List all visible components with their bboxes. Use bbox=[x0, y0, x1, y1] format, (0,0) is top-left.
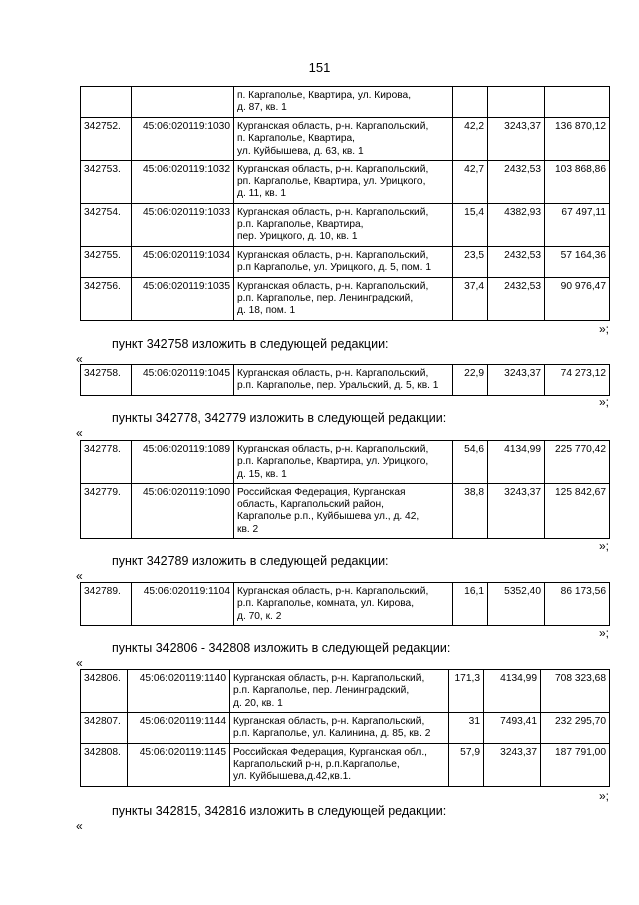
address-line: Курганская область, р-н. Каргапольский, bbox=[237, 121, 429, 132]
area-value: 22,9 bbox=[453, 365, 488, 396]
address-line: область, Каргапольский район, bbox=[237, 499, 384, 511]
row-number: 342755. bbox=[81, 246, 132, 277]
cadastral-value: 225 770,42 bbox=[545, 441, 610, 484]
cadastral-value: 67 497,11 bbox=[545, 203, 610, 246]
table-row bbox=[81, 246, 610, 277]
area-value: 42,7 bbox=[453, 160, 488, 203]
address bbox=[234, 441, 453, 484]
address-line: Курганская область, р-н. Каргапольский, bbox=[233, 673, 425, 684]
amendment-paragraph: пункт 342758 изложить в следующей редакции: bbox=[112, 337, 389, 351]
closing-quote: »; bbox=[598, 322, 609, 336]
address bbox=[234, 118, 453, 161]
address bbox=[230, 712, 449, 743]
cadastral-value: 90 976,47 bbox=[545, 277, 610, 320]
address-line: Курганская область, р-н. Каргапольский, bbox=[237, 368, 429, 379]
price-value: 4382,93 bbox=[488, 203, 545, 246]
area-value bbox=[453, 87, 488, 118]
address-line: пер. Урицкого, д. 10, кв. 1 bbox=[237, 231, 358, 243]
area-value: 57,9 bbox=[449, 743, 484, 786]
closing-quote: »; bbox=[598, 395, 609, 409]
cadastral-number: 45:06:020119:1089 bbox=[132, 441, 234, 484]
cadastral-value bbox=[545, 87, 610, 118]
address bbox=[234, 583, 453, 626]
address-line: р.п. Каргаполье, пер. Ленинградский, bbox=[233, 685, 410, 697]
address bbox=[234, 246, 453, 277]
price-value: 3243,37 bbox=[484, 743, 541, 786]
opening-quote: « bbox=[76, 352, 83, 366]
area-value: 23,5 bbox=[453, 246, 488, 277]
cadastral-number: 45:06:020119:1145 bbox=[128, 743, 230, 786]
row-number: 342808. bbox=[81, 743, 128, 786]
row-number: 342754. bbox=[81, 203, 132, 246]
price-value: 4134,99 bbox=[488, 441, 545, 484]
cadastral-number: 45:06:020119:1034 bbox=[132, 246, 234, 277]
row-number: 342807. bbox=[81, 712, 128, 743]
address-line: р.п. Каргаполье, Квартира, ул. Урицкого, bbox=[237, 456, 429, 468]
area-value: 37,4 bbox=[453, 277, 488, 320]
address-line: р.п. Каргаполье, ул. Калинина, д. 85, кв. 2 bbox=[233, 728, 431, 740]
address bbox=[234, 87, 453, 118]
opening-quote: « bbox=[76, 569, 83, 583]
address-line: Российская Федерация, Курганская обл., bbox=[233, 746, 427, 758]
cadastral-number: 45:06:020119:1045 bbox=[132, 365, 234, 396]
opening-quote: « bbox=[76, 426, 83, 440]
cadastral-number: 45:06:020119:1140 bbox=[128, 670, 230, 713]
area-value: 15,4 bbox=[453, 203, 488, 246]
row-number: 342779. bbox=[81, 483, 132, 538]
address bbox=[230, 670, 449, 713]
price-value: 3243,37 bbox=[488, 118, 545, 161]
address bbox=[234, 160, 453, 203]
address-line: Каргаполье р.п., Куйбышева ул., д. 42, bbox=[237, 511, 420, 523]
price-value: 2432,53 bbox=[488, 277, 545, 320]
page-number: 151 bbox=[308, 60, 331, 75]
price-value: 5352,40 bbox=[488, 583, 545, 626]
address-line: ул. Куйбышева,д.42,кв.1. bbox=[233, 771, 352, 783]
address-line: Курганская область, р-н. Каргапольский, bbox=[233, 715, 425, 727]
cadastral-value: 136 870,12 bbox=[545, 118, 610, 161]
price-value: 3243,37 bbox=[488, 483, 545, 538]
address-line: Курганская область, р-н. Каргапольский, bbox=[237, 163, 429, 175]
table-row bbox=[81, 483, 610, 538]
area-value: 171,3 bbox=[449, 670, 484, 713]
address-line: рп. Каргаполье, Квартира, ул. Урицкого, bbox=[237, 176, 426, 188]
address bbox=[234, 365, 453, 396]
cadastral-value: 187 791,00 bbox=[541, 743, 610, 786]
address bbox=[234, 203, 453, 246]
cadastral-number: 45:06:020119:1033 bbox=[132, 203, 234, 246]
cadastral-number: 45:06:020119:1032 bbox=[132, 160, 234, 203]
cadastral-number: 45:06:020119:1144 bbox=[128, 712, 230, 743]
price-value: 2432,53 bbox=[488, 246, 545, 277]
table-row bbox=[81, 583, 610, 626]
row-number: 342753. bbox=[81, 160, 132, 203]
table-row bbox=[81, 160, 610, 203]
table-row bbox=[81, 441, 610, 484]
area-value: 38,8 bbox=[453, 483, 488, 538]
address-line: п. Каргаполье, Квартира, bbox=[237, 133, 355, 145]
property-table-3 bbox=[80, 440, 610, 539]
table-row bbox=[81, 712, 610, 743]
address-line: р.п. Каргаполье, пер. Уральский, д. 5, кв. 1 bbox=[237, 380, 439, 392]
address bbox=[234, 277, 453, 320]
cadastral-value: 232 295,70 bbox=[541, 712, 610, 743]
address-line: р.п. Каргаполье, комната, ул. Кирова, bbox=[237, 598, 415, 610]
row-number: 342778. bbox=[81, 441, 132, 484]
price-value bbox=[488, 87, 545, 118]
cadastral-value: 103 868,86 bbox=[545, 160, 610, 203]
address-line: р.п. Каргаполье, пер. Ленинградский, bbox=[237, 292, 414, 304]
address-line: д. 87, кв. 1 bbox=[237, 102, 287, 114]
property-table-1 bbox=[80, 86, 610, 321]
address-line: ул. Куйбышева, д. 63, кв. 1 bbox=[237, 145, 364, 157]
address-line: Курганская область, р-н. Каргапольский, bbox=[237, 444, 429, 455]
row-number: 342756. bbox=[81, 277, 132, 320]
amendment-paragraph: пункты 342806 - 342808 изложить в следующей редакции: bbox=[112, 641, 451, 655]
table-row bbox=[81, 743, 610, 786]
address-line: р.п. Каргаполье, Квартира, bbox=[237, 219, 364, 231]
opening-quote: « bbox=[76, 819, 83, 833]
row-number bbox=[81, 87, 132, 118]
address-line: Курганская область, р-н. Каргапольский, bbox=[237, 249, 429, 261]
table-row bbox=[81, 87, 610, 118]
closing-quote: »; bbox=[598, 626, 609, 640]
address-line: д. 15, кв. 1 bbox=[237, 468, 287, 480]
address-line: Российская Федерация, Курганская bbox=[237, 486, 406, 498]
address-line: п. Каргаполье, Квартира, ул. Кирова, bbox=[237, 90, 412, 101]
closing-quote: »; bbox=[598, 539, 609, 553]
property-table-4 bbox=[80, 582, 610, 626]
price-value: 7493,41 bbox=[484, 712, 541, 743]
row-number: 342752. bbox=[81, 118, 132, 161]
closing-quote: »; bbox=[598, 789, 609, 803]
cadastral-value: 57 164,36 bbox=[545, 246, 610, 277]
address-line: Каргапольский р-н, р.п.Каргаполье, bbox=[233, 759, 400, 771]
address-line: д. 20, кв. 1 bbox=[233, 697, 283, 709]
amendment-paragraph: пункты 342778, 342779 изложить в следующей редакции: bbox=[112, 411, 447, 425]
area-value: 31 bbox=[449, 712, 484, 743]
address-line: Курганская область, р-н. Каргапольский, bbox=[237, 280, 429, 292]
amendment-paragraph: пункт 342789 изложить в следующей редакции: bbox=[112, 554, 389, 568]
cadastral-number: 45:06:020119:1030 bbox=[132, 118, 234, 161]
table-row bbox=[81, 118, 610, 161]
price-value: 4134,99 bbox=[484, 670, 541, 713]
cadastral-number: 45:06:020119:1090 bbox=[132, 483, 234, 538]
address-line: Курганская область, р-н. Каргапольский, bbox=[237, 206, 429, 218]
area-value: 16,1 bbox=[453, 583, 488, 626]
price-value: 2432,53 bbox=[488, 160, 545, 203]
area-value: 42,2 bbox=[453, 118, 488, 161]
table-row bbox=[81, 277, 610, 320]
table-row bbox=[81, 365, 610, 396]
table-row bbox=[81, 670, 610, 713]
area-value: 54,6 bbox=[453, 441, 488, 484]
address-line: Курганская область, р-н. Каргапольский, bbox=[237, 586, 429, 597]
cadastral-number: 45:06:020119:1104 bbox=[132, 583, 234, 626]
address-line: кв. 2 bbox=[237, 523, 259, 535]
table-row bbox=[81, 203, 610, 246]
row-number: 342758. bbox=[81, 365, 132, 396]
address-line: д. 11, кв. 1 bbox=[237, 188, 287, 200]
property-table-5 bbox=[80, 669, 610, 787]
cadastral-number bbox=[132, 87, 234, 118]
cadastral-value: 708 323,68 bbox=[541, 670, 610, 713]
cadastral-value: 86 173,56 bbox=[545, 583, 610, 626]
row-number: 342789. bbox=[81, 583, 132, 626]
price-value: 3243,37 bbox=[488, 365, 545, 396]
opening-quote: « bbox=[76, 656, 83, 670]
cadastral-number: 45:06:020119:1035 bbox=[132, 277, 234, 320]
address-line: р.п Каргаполье, ул. Урицкого, д. 5, пом. 1 bbox=[237, 261, 431, 273]
cadastral-value: 125 842,67 bbox=[545, 483, 610, 538]
address-line: д. 18, пом. 1 bbox=[237, 305, 296, 317]
address-line: д. 70, к. 2 bbox=[237, 610, 282, 622]
address bbox=[230, 743, 449, 786]
cadastral-value: 74 273,12 bbox=[545, 365, 610, 396]
address bbox=[234, 483, 453, 538]
row-number: 342806. bbox=[81, 670, 128, 713]
amendment-paragraph: пункты 342815, 342816 изложить в следующей редакции: bbox=[112, 804, 447, 818]
property-table-2 bbox=[80, 364, 610, 396]
